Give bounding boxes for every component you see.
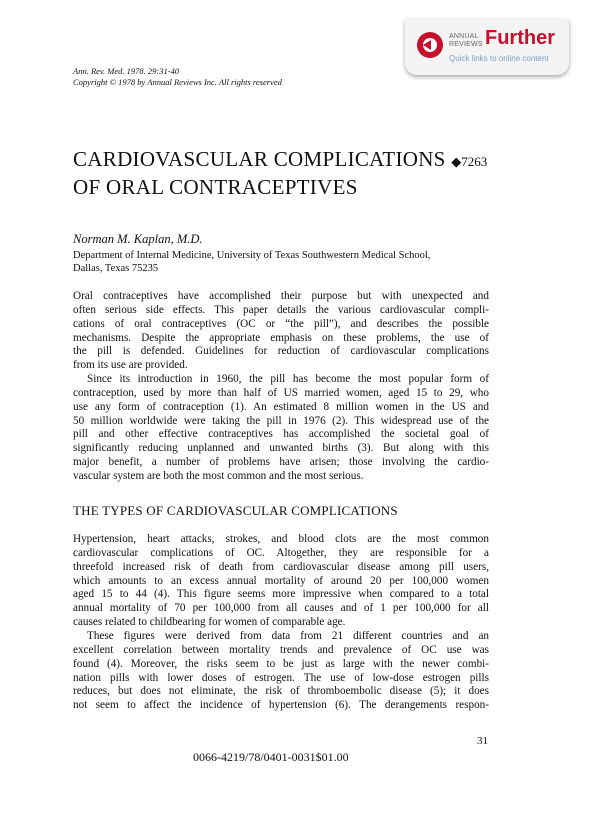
affiliation-line1: Department of Internal Medicine, University of Texas Southwestern Medical School, bbox=[73, 250, 431, 261]
section-heading: THE TYPES OF CARDIOVASCULAR COMPLICATIONS bbox=[73, 503, 398, 518]
text-line: contraception, used by more than half of US married women, aged 15 to 29, who bbox=[73, 386, 489, 399]
intro-paragraph bbox=[73, 373, 489, 484]
text-line: Oral contraceptives have accomplished their purpose but with unexpected and bbox=[73, 290, 489, 302]
badge-annual-text: ANNUAL bbox=[449, 33, 479, 40]
badge-subtitle: Quick links to online content bbox=[449, 54, 549, 63]
text-line: significantly reducing unplanned and unwanted births (3). But along with this bbox=[73, 442, 489, 455]
badge-further-text: Further bbox=[485, 27, 555, 49]
annual-reviews-logo-icon bbox=[417, 32, 443, 58]
section-paragraph-1 bbox=[73, 533, 489, 630]
page-number: 31 bbox=[477, 735, 488, 747]
text-line: often serious side effects. This paper details the various cardiovascular compli- bbox=[73, 303, 489, 316]
annual-reviews-further-badge[interactable] bbox=[405, 19, 569, 75]
text-line: causes related to childbearing for women of comparable age. bbox=[73, 616, 346, 629]
text-line: use any form of contraception (1). An estimated 8 million women in the US and bbox=[73, 400, 489, 413]
text-line: found (4). Moreover, the risks seem to be just as large with the newer combi- bbox=[73, 657, 489, 670]
text-line: Since its introduction in 1960, the pill has become the most popular form of bbox=[87, 373, 489, 385]
text-line: threefold increased risk of death from cardiovascular disease among pill users, bbox=[73, 560, 489, 573]
text-line: 50 million worldwide were taking the pill in 1976 (2). This widespread use of the bbox=[73, 414, 489, 427]
title-text-1: CARDIOVASCULAR COMPLICATIONS bbox=[73, 147, 446, 171]
article-code: ◆7263 bbox=[451, 154, 488, 169]
text-line: excellent correlation between mortality trends and prevalence of OC use was bbox=[73, 643, 489, 656]
text-line: cations of oral contraceptives (OC or “the pill”), and describes the possible bbox=[73, 317, 489, 330]
abstract-paragraph bbox=[73, 290, 489, 373]
text-line: mechanisms. Despite the appropriate emphasis on these problems, the use of bbox=[73, 331, 489, 344]
copyright-notice: Copyright © 1978 by Annual Reviews Inc. All rights reserved bbox=[73, 77, 282, 87]
section-paragraph-2 bbox=[73, 630, 489, 713]
article-title-line2: OF ORAL CONTRACEPTIVES bbox=[73, 175, 358, 199]
text-line: from its use are provided. bbox=[73, 359, 188, 372]
text-line: which amounts to an excess annual mortality of around 20 per 100,000 women bbox=[73, 574, 489, 587]
text-line: cardiovascular complications of OC. Altogether, they are responsible for a bbox=[73, 546, 489, 559]
text-line: major benefit, a number of problems have arisen; those involving the cardio- bbox=[73, 456, 489, 469]
article-title-line1 bbox=[73, 146, 487, 175]
text-line: annual mortality of 70 per 100,000 from all causes and of 1 per 100,000 for all bbox=[73, 602, 489, 615]
text-line: nation pills with lower doses of estrogen. The use of low-dose estrogen pills bbox=[73, 671, 489, 684]
text-line: These figures were derived from data from 21 different countries and an bbox=[87, 630, 489, 642]
badge-reviews-text: REVIEWS bbox=[449, 41, 483, 48]
author-name: Norman M. Kaplan, M.D. bbox=[73, 232, 203, 246]
journal-citation: Ann. Rev. Med. 1978. 29:31-40 bbox=[73, 66, 180, 76]
text-line: aged 15 to 44 (4). This figure seems more impressive when compared to a total bbox=[73, 588, 489, 601]
text-line: the pill is defended. Guidelines for reduction of cardiovascular complications bbox=[73, 345, 489, 358]
article-identifier: 0066-4219/78/0401-0031$01.00 bbox=[193, 750, 349, 764]
text-line: Hypertension, heart attacks, strokes, and blood clots are the most common bbox=[73, 533, 489, 545]
text-line: not seem to affect the incidence of hypertension (6). The derangements respon- bbox=[73, 699, 489, 712]
text-line: pill and other effective contraceptives has accomplished the societal goal of bbox=[73, 428, 489, 441]
text-line: reduces, but does not eliminate, the risk of thromboembolic disease (5); it does bbox=[73, 685, 489, 698]
text-line: vascular system are both the most common and the most serious. bbox=[73, 469, 364, 482]
affiliation-line2: Dallas, Texas 75235 bbox=[73, 263, 159, 274]
